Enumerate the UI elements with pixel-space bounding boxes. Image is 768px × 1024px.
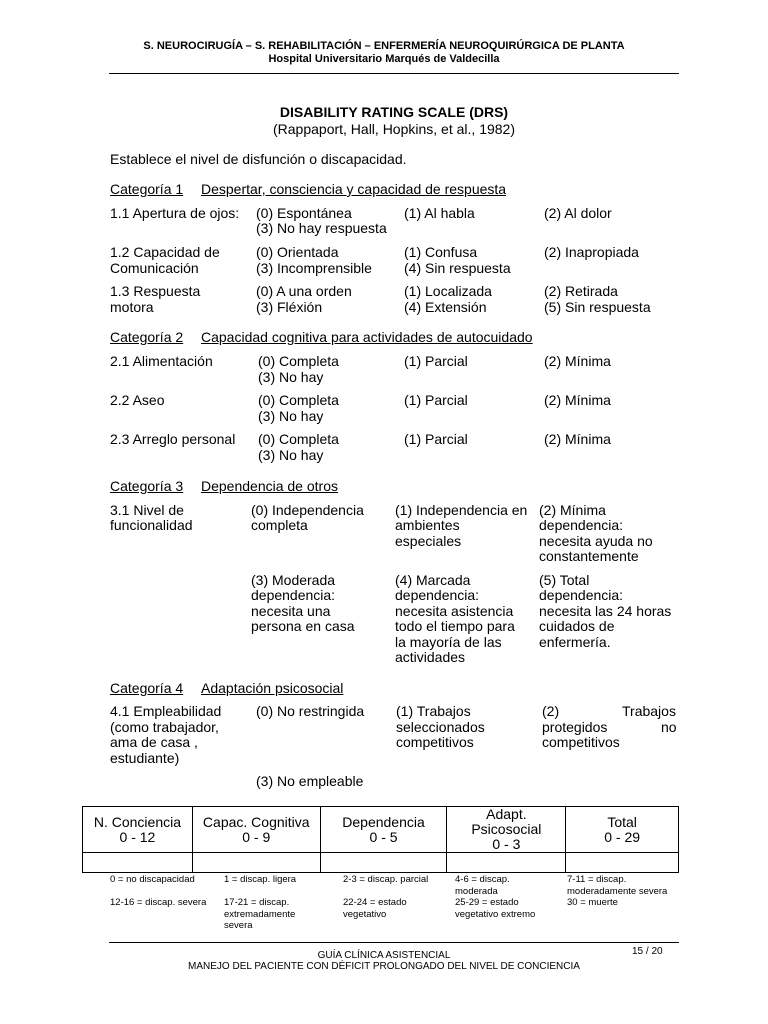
item-3-1-option-1: (1) Independencia en — [395, 502, 528, 518]
header-departments: S. NEUROCIRUGÍA – S. REHABILITACIÓN – ENFERMERÍA NEUROQUIRÚRGICA DE PLANTA — [143, 40, 625, 52]
score-header-psicosocial: Adapt. Psicosocial 0 - 3 — [447, 807, 566, 853]
item-1-1-option-1: (1) Al habla — [404, 205, 475, 221]
item-4-1-option-1-cont: seleccionados — [396, 719, 485, 735]
legend-2-3: 2-3 = discap. parcial — [343, 874, 429, 885]
score-input-cognitiva[interactable] — [192, 853, 320, 873]
category-3-name: Dependencia de otros — [201, 478, 338, 494]
item-3-1-label: 3.1 Nivel de — [110, 502, 184, 518]
item-1-3-option-3: (3) Fléxión — [256, 299, 323, 315]
category-4-name: Adaptación psicosocial — [201, 680, 344, 696]
score-header-dependencia: Dependencia 0 - 5 — [320, 807, 447, 853]
item-3-1-option-4-cont5: actividades — [395, 649, 466, 665]
item-4-1-option-2-cont-word: no — [661, 719, 677, 735]
item-3-1-option-5-cont2: necesita las 24 horas — [539, 603, 672, 619]
item-1-2-option-1: (1) Confusa — [404, 244, 478, 260]
item-2-2-option-1: (1) Parcial — [404, 392, 468, 408]
item-3-1-option-4-cont2: necesita asistencia — [395, 603, 514, 619]
item-2-3-option-3: (3) No hay — [258, 447, 324, 463]
item-3-1-option-2-cont3: constantemente — [539, 548, 639, 564]
item-2-2-option-3: (3) No hay — [258, 408, 324, 424]
legend-4-6: 4-6 = discap. moderada — [455, 874, 510, 897]
item-2-3-option-2: (2) Mínima — [544, 431, 611, 447]
category-1-label: Categoría 1 — [110, 181, 184, 197]
legend-1: 1 = discap. ligera — [224, 874, 297, 885]
item-3-1-option-0: (0) Independencia — [251, 502, 364, 518]
category-1-name: Despertar, consciencia y capacidad de respuesta — [201, 181, 507, 197]
header-rule — [109, 73, 679, 74]
item-3-1-option-3-cont2: necesita una — [251, 603, 331, 619]
item-1-2-option-4: (4) Sin respuesta — [404, 260, 511, 276]
item-3-1-label-cont: funcionalidad — [110, 517, 193, 533]
item-3-1-option-5-cont3: cuidados de — [539, 618, 615, 634]
item-2-2-option-2: (2) Mínima — [544, 392, 611, 408]
item-1-2-option-3: (3) Incomprensible — [256, 260, 372, 276]
legend-7-11: 7-11 = discap. moderadamente severa — [567, 874, 668, 897]
legend-12-16: 12-16 = discap. severa — [110, 897, 207, 908]
category-2-label: Categoría 2 — [110, 329, 184, 345]
item-1-1-option-2: (2) Al dolor — [544, 205, 612, 221]
item-3-1-option-2-cont: dependencia: — [539, 517, 624, 533]
item-1-3-label-cont: motora — [110, 299, 154, 315]
item-2-1-option-1: (1) Parcial — [404, 353, 468, 369]
score-table-header-row — [83, 807, 679, 853]
item-1-3-option-1: (1) Localizada — [404, 283, 492, 299]
item-3-1-option-2: (2) Mínima — [539, 502, 606, 518]
item-1-2-label-cont: Comunicación — [110, 260, 199, 276]
item-4-1-option-2-cont2: competitivos — [542, 734, 620, 750]
footer-rule — [109, 942, 679, 943]
item-1-2-option-0: (0) Orientada — [256, 244, 339, 260]
item-3-1-option-5-cont: dependencia: — [539, 587, 624, 603]
item-3-1-option-4-cont3: todo el tiempo para — [395, 618, 515, 634]
item-2-3-option-1: (1) Parcial — [404, 431, 468, 447]
item-2-1-option-3: (3) No hay — [258, 369, 324, 385]
score-table-entry-row — [83, 853, 679, 873]
item-1-1-option-0: (0) Espontánea — [256, 205, 352, 221]
score-header-total: Total 0 - 29 — [566, 807, 679, 853]
item-4-1-option-1: (1) Trabajos — [396, 703, 471, 719]
legend-22-24: 22-24 = estado vegetativo — [343, 897, 407, 920]
item-3-1-option-2-cont2: necesita ayuda no — [539, 533, 653, 549]
header-hospital: Hospital Universitario Marqués de Valdecilla — [268, 53, 500, 65]
item-4-1-option-0: (0) No restringida — [256, 703, 365, 719]
item-4-1-label-cont: (como trabajador, — [110, 719, 219, 735]
item-1-3-label: 1.3 Respuesta — [110, 283, 201, 299]
item-1-1-option-3: (3) No hay respuesta — [256, 220, 387, 236]
item-3-1-option-1-cont2: especiales — [395, 533, 462, 549]
item-1-3-option-2: (2) Retirada — [544, 283, 618, 299]
item-3-1-option-3-cont3: persona en casa — [251, 618, 355, 634]
score-input-psicosocial[interactable] — [447, 853, 566, 873]
item-2-2-label: 2.2 Aseo — [110, 392, 165, 408]
item-4-1-label-cont3: estudiante) — [110, 750, 180, 766]
item-2-1-option-2: (2) Mínima — [544, 353, 611, 369]
item-1-3-option-4: (4) Extensión — [404, 299, 487, 315]
item-1-1-label: 1.1 Apertura de ojos: — [110, 205, 240, 221]
page-number: 15 / 20 — [632, 946, 663, 957]
score-header-cognitiva: Capac. Cognitiva 0 - 9 — [192, 807, 320, 853]
item-4-1-label-cont2: ama de casa , — [110, 734, 198, 750]
item-2-1-option-0: (0) Completa — [258, 353, 339, 369]
legend-17-21: 17-21 = discap. extremadamente severa — [224, 897, 296, 931]
score-header-conciencia: N. Conciencia 0 - 12 — [83, 807, 193, 853]
item-3-1-option-5-cont4: enfermería. — [539, 634, 611, 650]
legend-30: 30 = muerte — [567, 897, 618, 908]
item-1-3-option-0: (0) A una orden — [256, 283, 352, 299]
item-3-1-option-4-cont: dependencia: — [395, 587, 480, 603]
item-4-1-option-1-cont2: competitivos — [396, 734, 474, 750]
category-4-label: Categoría 4 — [110, 680, 184, 696]
item-3-1-option-3-cont: dependencia: — [251, 587, 336, 603]
item-2-3-option-0: (0) Completa — [258, 431, 339, 447]
item-3-1-option-3: (3) Moderada — [251, 572, 336, 588]
document-title: DISABILITY RATING SCALE (DRS) — [279, 104, 509, 120]
category-3-label: Categoría 3 — [110, 478, 184, 494]
footer-guide: GUÍA CLÍNICA ASISTENCIAL — [317, 950, 451, 961]
item-4-1-label: 4.1 Empleabilidad — [110, 703, 222, 719]
item-4-1-option-2-cont: protegidos — [542, 719, 608, 735]
item-1-2-label: 1.2 Capacidad de — [110, 244, 220, 260]
category-2-name: Capacidad cognitiva para actividades de autocuidado — [201, 329, 533, 345]
footer-title: MANEJO DEL PACIENTE CON DÉFICIT PROLONGADO DEL NIVEL DE CONCIENCIA — [188, 961, 580, 972]
score-table — [82, 806, 679, 873]
intro-text: Establece el nivel de disfunción o discapacidad. — [110, 151, 407, 167]
item-2-2-option-0: (0) Completa — [258, 392, 339, 408]
document-subtitle: (Rappaport, Hall, Hopkins, et al., 1982) — [272, 121, 515, 137]
score-input-dependencia[interactable] — [320, 853, 447, 873]
legend-25-29: 25-29 = estado vegetativo extremo — [455, 897, 536, 920]
item-1-2-option-2: (2) Inapropiada — [544, 244, 639, 260]
item-3-1-option-0-cont: completa — [251, 517, 308, 533]
item-4-1-option-3: (3) No empleable — [256, 773, 364, 789]
item-3-1-option-1-cont: ambientes — [395, 517, 460, 533]
item-3-1-option-5: (5) Total — [539, 572, 590, 588]
item-4-1-option-2-word: Trabajos — [622, 703, 676, 719]
item-2-1-label: 2.1 Alimentación — [110, 353, 213, 369]
legend-0: 0 = no discapacidad — [110, 874, 195, 885]
item-2-3-label: 2.3 Arreglo personal — [110, 431, 236, 447]
score-input-total[interactable] — [566, 853, 679, 873]
item-3-1-option-4: (4) Marcada — [395, 572, 471, 588]
score-input-conciencia[interactable] — [83, 853, 193, 873]
item-1-3-option-5: (5) Sin respuesta — [544, 299, 651, 315]
item-3-1-option-4-cont4: la mayoría de las — [395, 634, 502, 650]
item-4-1-option-2: (2) — [542, 703, 560, 719]
